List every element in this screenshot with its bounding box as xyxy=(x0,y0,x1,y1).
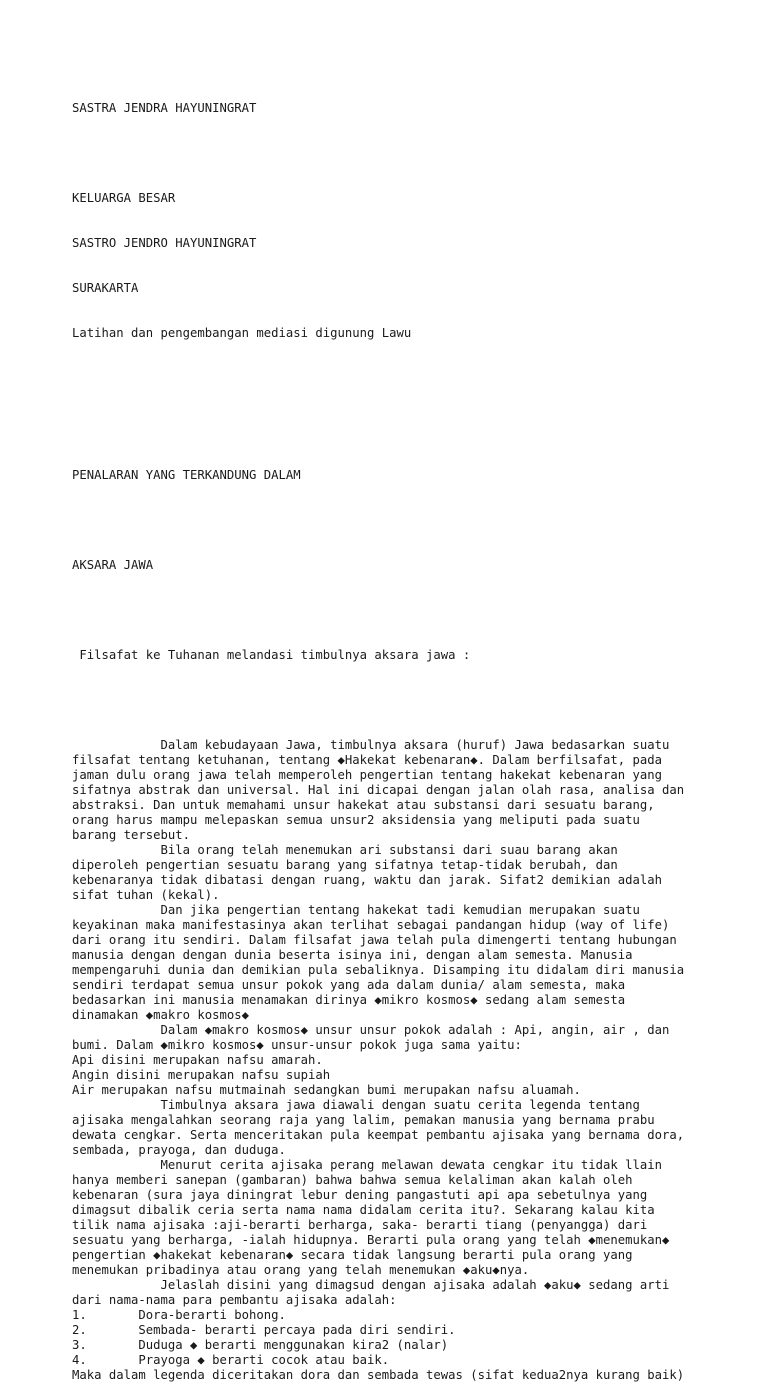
body-line: dinamakan ◆makro kosmos◆ xyxy=(72,1008,250,1022)
spacer xyxy=(72,513,702,528)
body-line: 4. Prayoga ◆ berarti cocok atau baik. xyxy=(72,1353,390,1367)
body-line: Dan jika pengertian tentang hakekat tadi kemudian merupakan suatu xyxy=(72,903,640,917)
document-title: SASTRA JENDRA HAYUNINGRAT xyxy=(72,101,257,115)
body-line: Bila orang telah menemukan ari substansi dari suau barang akan xyxy=(72,843,618,857)
spacer xyxy=(72,146,702,161)
body-line: dari orang itu sendiri. Dalam filsafat jawa telah pula dimengerti tentang hubungan xyxy=(72,933,677,947)
body-line: sembada, prayoga, dan duduga. xyxy=(72,1143,286,1157)
body-line: Timbulnya aksara jawa diawali dengan suatu cerita legenda tentang xyxy=(72,1098,640,1112)
body-line: Api disini merupakan nafsu amarah. xyxy=(72,1053,323,1067)
body-text xyxy=(72,738,702,1383)
body-line: ajisaka mengalahkan seorang raja yang lalim, pemakan manusia yang bernama prabu xyxy=(72,1113,655,1127)
body-line: manusia dengan dengan dunia beserta isinya ini, dengan alam semesta. Manusia xyxy=(72,948,633,962)
body-line: keyakinan maka manifestasinya akan terlihat sebagai pandangan hidup (way of life) xyxy=(72,918,670,932)
body-line: 1. Dora-berarti bohong. xyxy=(72,1308,286,1322)
body-line: Angin disini merupakan nafsu supiah xyxy=(72,1068,331,1082)
body-line: dari nama-nama para pembantu ajisaka adalah: xyxy=(72,1293,397,1307)
body-line: jaman dulu orang jawa telah memperoleh pengertian tentang hakekat kebenaran yang xyxy=(72,768,663,782)
body-line: dimagsut dibalik ceria serta nama nama didalam cerita itu?. Sekarang kalau kita xyxy=(72,1203,655,1217)
section-heading: PENALARAN YANG TERKANDUNG DALAM xyxy=(72,468,301,482)
intro-line: Filsafat ke Tuhanan melandasi timbulnya aksara jawa : xyxy=(72,648,471,662)
body-line: hanya memberi sanepan (gambaran) bahwa bahwa semua kelaliman akan kalah oleh xyxy=(72,1173,633,1187)
body-line: orang harus mampu melepaskan semua unsur2 aksidensia yang meliputi pada suatu xyxy=(72,813,640,827)
body-line: kebenaranya tidak dibatasi dengan ruang, waktu dan jarak. Sifat2 demikian adalah xyxy=(72,873,663,887)
body-line: menemukan pribadinya atau orang yang telah menemukan ◆aku◆nya. xyxy=(72,1263,530,1277)
body-line: dewata cengkar. Serta menceritakan pula keempat pembantu ajisaka yang bernama dora, xyxy=(72,1128,685,1142)
document-subtitle: Latihan dan pengembangan mediasi digunung Lawu xyxy=(72,326,412,340)
body-line: diperoleh pengertian sesuatu barang yang sifatnya tetap-tidak berubah, dan xyxy=(72,858,618,872)
city-label: SURAKARTA xyxy=(72,281,139,295)
document-page xyxy=(72,71,702,1398)
body-line: Dalam ◆makro kosmos◆ unsur unsur pokok adalah : Api, angin, air , dan xyxy=(72,1023,670,1037)
family-label: KELUARGA BESAR xyxy=(72,191,176,205)
body-line: Menurut cerita ajisaka perang melawan dewata cengkar itu tidak llain xyxy=(72,1158,663,1172)
body-line: bedasarkan ini manusia menamakan dirinya ◆mikro kosmos◆ sedang alam semesta xyxy=(72,993,626,1007)
body-line: sifatnya abstrak dan universal. Hal ini dicapai dengan jalan olah rasa, analisa dan xyxy=(72,783,685,797)
section-subheading: AKSARA JAWA xyxy=(72,558,154,572)
body-line: sendiri terdapat semua unsur pokok yang ada dalam dunia/ alam semesta, maka xyxy=(72,978,626,992)
body-line: barang tersebut. xyxy=(72,828,191,842)
body-line: bumi. Dalam ◆mikro kosmos◆ unsur-unsur pokok juga sama yaitu: xyxy=(72,1038,522,1052)
body-line: tilik nama ajisaka :aji-berarti berharga, saka- berarti tiang (penyangga) dari xyxy=(72,1218,648,1232)
body-line: sifat tuhan (kekal). xyxy=(72,888,220,902)
body-line: Dalam kebudayaan Jawa, timbulnya aksara (huruf) Jawa bedasarkan suatu xyxy=(72,738,670,752)
body-line: kebenaran (sura jaya diningrat lebur dening pangastuti api apa sebetulnya yang xyxy=(72,1188,648,1202)
body-line: Jelaslah disini yang dimagsud dengan ajisaka adalah ◆aku◆ sedang arti xyxy=(72,1278,670,1292)
body-line: Maka dalam legenda diceritakan dora dan sembada tewas (sifat kedua2nya kurang baik) xyxy=(72,1368,685,1382)
spacer xyxy=(72,693,702,708)
body-line: abstraksi. Dan untuk memahami unsur hakekat atau substansi dari sesuatu barang, xyxy=(72,798,655,812)
body-line: 3. Duduga ◆ berarti menggunakan kira2 (nalar) xyxy=(72,1338,449,1352)
spacer xyxy=(72,371,702,438)
body-line: 2. Sembada- berarti percaya pada diri sendiri. xyxy=(72,1323,456,1337)
spacer xyxy=(72,603,702,618)
body-line: sesuatu yang berharga, -ialah hidupnya. Berarti pula orang yang telah ◆menemukan◆ xyxy=(72,1233,670,1247)
family-name: SASTRO JENDRO HAYUNINGRAT xyxy=(72,236,257,250)
body-line: mempengaruhi dunia dan demikian pula sebaliknya. Disamping itu didalam diri manusia xyxy=(72,963,685,977)
body-line: Air merupakan nafsu mutmainah sedangkan bumi merupakan nafsu aluamah. xyxy=(72,1083,581,1097)
body-line: pengertian ◆hakekat kebenaran◆ secara tidak langsung berarti pula orang yang xyxy=(72,1248,633,1262)
body-line: filsafat tentang ketuhanan, tentang ◆Hakekat kebenaran◆. Dalam berfilsafat, pada xyxy=(72,753,663,767)
